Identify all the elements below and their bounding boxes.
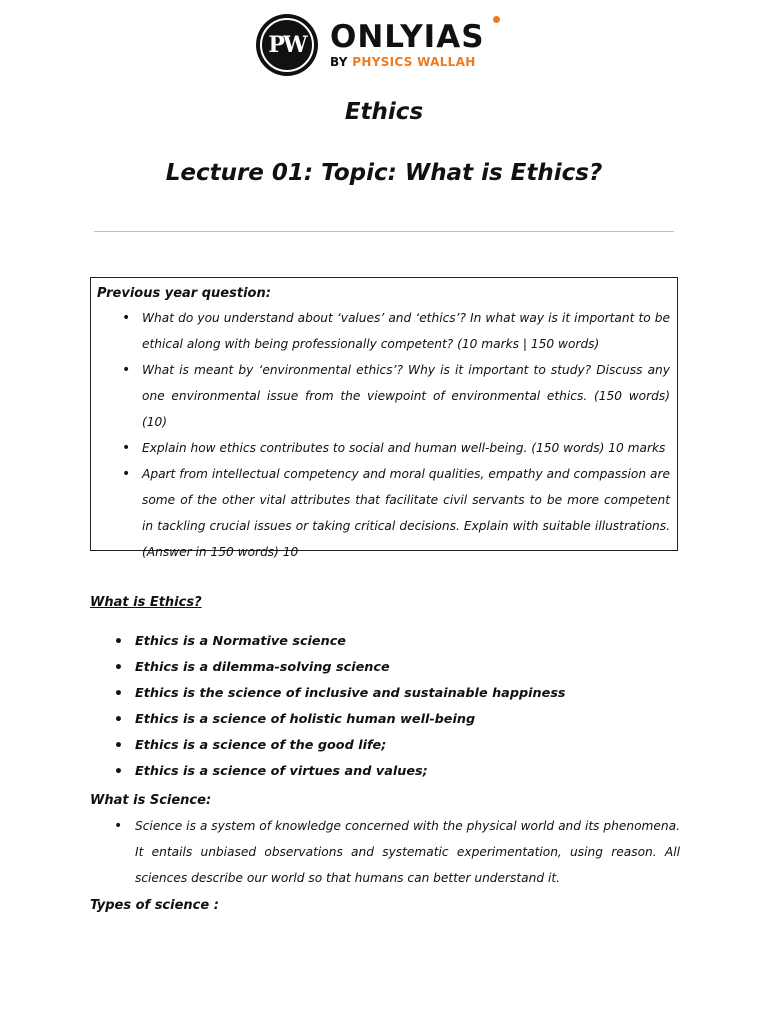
what-is-science-section [90,793,680,891]
subject-title: Ethics [344,99,424,125]
brand-text [330,18,485,69]
brand-logo [256,14,485,76]
list-item: • Ethics is a dilemma-solving science [90,655,680,681]
pw-logo-icon [256,14,318,76]
previous-year-question-box [90,277,678,559]
brand-dot-icon [493,16,500,23]
divider [94,231,674,232]
science-list [90,813,680,891]
what-is-ethics-section [90,595,680,785]
list-item: • What is meant by ‘environmental ethics’? Why is it important to study? Discuss any one environmental issue from the viewpoint of environmental ethics. (150 words) (10) [97,357,670,435]
list-item: • Ethics is the science of inclusive and sustainable happiness [90,681,680,707]
list-item: • Ethics is a science of holistic human well-being [90,707,680,733]
types-of-science-section [90,898,680,913]
pyq-list [97,305,670,565]
section-heading: Types of science : [90,898,219,913]
list-item: • Ethics is a science of the good life; [90,733,680,759]
logo-monogram: PW [268,32,306,58]
brand-name: ONLYIAS [330,22,485,53]
list-item: • Ethics is a Normative science [90,629,680,655]
list-item: • Explain how ethics contributes to social and human well-being. (150 words) 10 marks [97,435,670,461]
brand-tagline: BY PHYSICS WALLAH [330,54,476,69]
section-heading: What is Science: [90,793,212,808]
ethics-list [90,629,680,785]
list-item: • What do you understand about ‘values’ and ‘ethics’? In what way is it important to be ethical along with being professionally competent? (10 marks | 150 words) [97,305,670,357]
pyq-heading: Previous year question: [97,286,271,301]
list-item: • Ethics is a science of virtues and values; [90,759,680,785]
list-item: • Apart from intellectual competency and moral qualities, empathy and compassion are some of the other vital attributes that facilitate civil servants to be more competent in tackling crucial issues or taking critical decisions. Explain with suitable illustrations. (Answer in 150 words) 10 [97,461,670,565]
section-heading: What is Ethics? [90,595,202,610]
list-item: • Science is a system of knowledge concerned with the physical world and its phenomena. It entails unbiased observations and systematic experimentation, using reason. All sciences describe our world so that humans can better understand it. [90,813,680,891]
lecture-title: Lecture 01: Topic: What is Ethics? [165,160,603,186]
